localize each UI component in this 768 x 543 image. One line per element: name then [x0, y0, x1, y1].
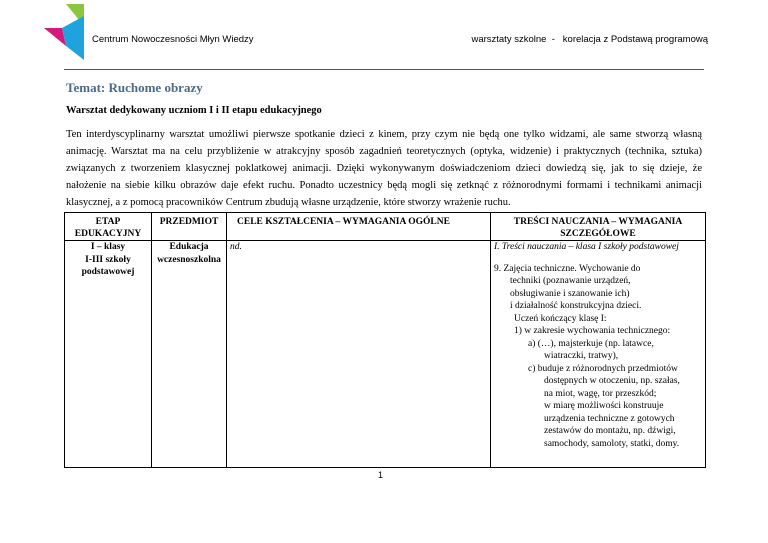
- page-title: Temat: Ruchome obrazy: [66, 80, 203, 95]
- intro-paragraph: Ten interdyscyplinarny warsztat umożliwi pierwsze spotkanie dzieci z kinem, przy czym nie będą one tylko widzami, ale same stworzą własną animację. Warsztat ma na celu przybliżenie w atrakcyjny sposób zagadnień teoretycznych (optyka, widzenie) i praktycznych (technika, sztuka) związanych z tworzeniem klasycznej poklatkowej animacji. Dzięki wykonywanym doświadczeniom dzieci dowiedzą się, jak to się dzieje, że nałożenie na siebie kilku obrazów daje efekt ruchu. Ponadto uczestnicy będą mogli się zetknąć z różnorodnymi formami i technikami animacji klasycznej, a z pomocą pracowników Centrum zbudują własne urządzenie, które stworzy wrażenie ruchu.: [66, 129, 702, 208]
- header-stage: ETAP EDUKACYJNY: [65, 213, 152, 241]
- page-number: 1: [378, 470, 384, 480]
- header-goals: CELE KSZTAŁCENIA – WYMAGANIA OGÓLNE: [227, 213, 491, 241]
- cell-stage: I – klasy I-III szkoły podstawowej: [65, 241, 152, 468]
- header-divider: [64, 69, 704, 70]
- cell-subject: Edukacja wczesnoszkolna: [152, 241, 227, 468]
- content-heading: I. Treści nauczania – klasa I szkoły podstawowej: [494, 242, 679, 252]
- header-org-name: Centrum Nowoczesności Młyn Wiedzy: [92, 34, 254, 45]
- header-subject: PRZEDMIOT: [152, 213, 227, 241]
- table-header-row: [65, 213, 706, 241]
- logo-icon: [44, 4, 84, 60]
- cell-content: [491, 241, 706, 468]
- page-subtitle: Warsztat dedykowany uczniom I i II etapu edukacyjnego: [66, 105, 322, 116]
- cell-goals: nd.: [227, 241, 491, 468]
- table-row: [65, 241, 706, 468]
- header-right-text: warsztaty szkolne - korelacja z Podstawą programową: [471, 34, 708, 45]
- content-section-9: 9. Zajęcia techniczne. Wychowanie do techniki (poznawanie urządzeń, obsługiwanie i szanowanie ich) i działalność konstrukcyjna dzieci. Uczeń kończący klasę I: 1) w zakresie wychowania technicznego: a) (…), majsterkuje (np. latawce, wiatraczki, tratwy), c) buduje z różnorodnych przedmiotów dostępnych w otoczeniu, np. szałas, na miot, wagę, tor przeszkód; w miarę możliwości konstruuje urządzenia techniczne z gotowych zestawów do montażu, np. dźwigi, samochody, samoloty, statki, domy.: [494, 263, 680, 449]
- header-content: TREŚCI NAUCZANIA – WYMAGANIA SZCZEGÓŁOWE: [491, 213, 706, 241]
- curriculum-table: [64, 212, 706, 468]
